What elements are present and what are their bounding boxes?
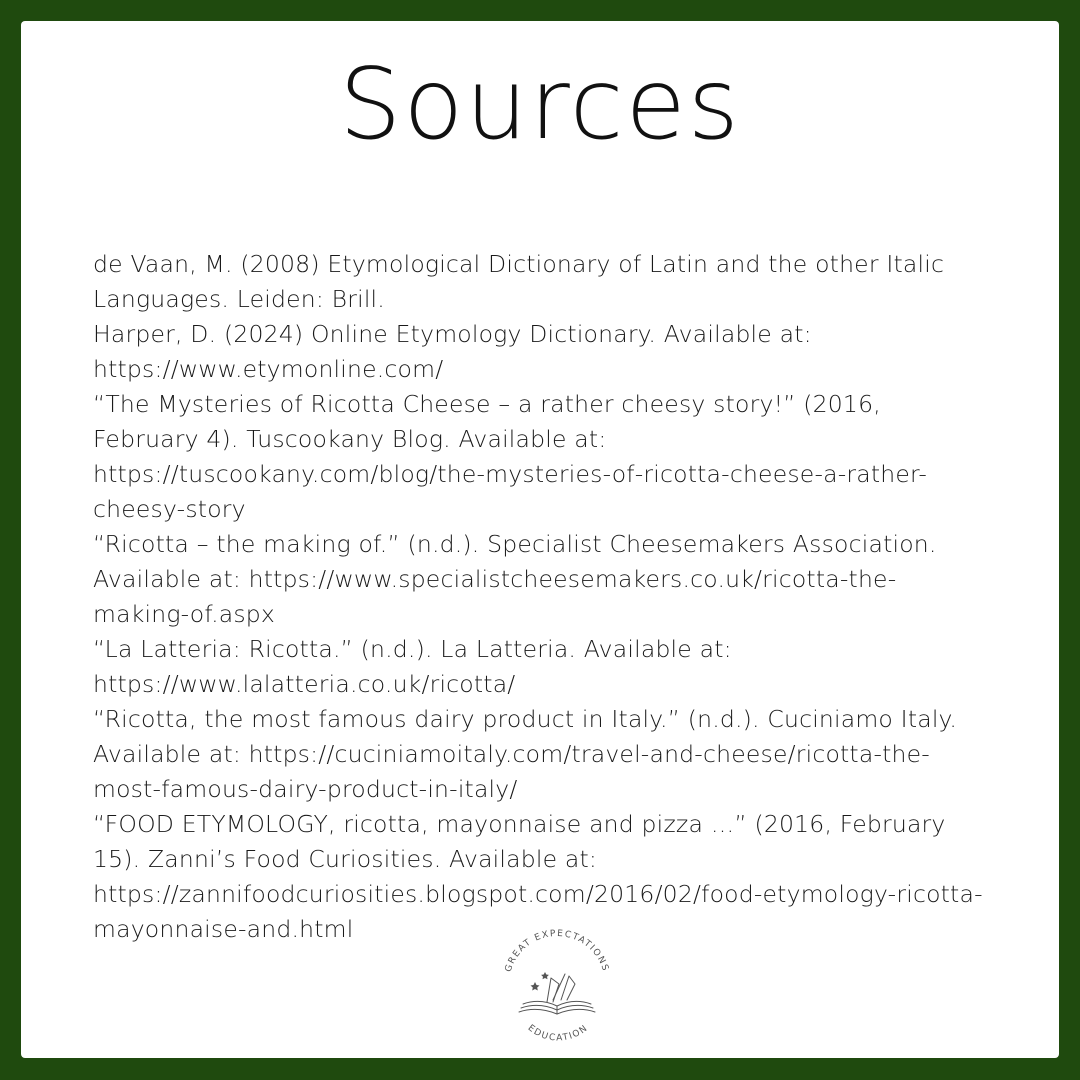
logo-bottom-text: EDUCATION xyxy=(525,1023,591,1044)
sources-card xyxy=(21,21,1059,1058)
sources-list xyxy=(93,247,993,947)
great-expectations-logo xyxy=(487,914,627,1058)
source-entry: “La Latteria: Ricotta.” (n.d.). La Latteria. Available at: https://www.lalatteria.co.uk/ricotta/ xyxy=(93,635,732,698)
source-entry: “FOOD ETYMOLOGY, ricotta, mayonnaise and pizza …” (2016, February 15). Zanni’s Food Curiosities. Available at: https://zannifoodcuriosities.blogspot.com/2016/02/food-etymology-ricotta-mayonnaise-and.html xyxy=(93,810,983,943)
source-entry: de Vaan, M. (2008) Etymological Dictionary of Latin and the other Italic Languages. Leiden: Brill. xyxy=(93,250,945,313)
star-icon xyxy=(531,972,549,991)
open-book-icon xyxy=(519,974,595,1014)
page-title: Sources xyxy=(339,48,741,162)
source-entry: “The Mysteries of Ricotta Cheese – a rather cheesy story!” (2016, February 4). Tuscookany Blog. Available at: https://tuscookany.com/blog/the-mysteries-of-ricotta-cheese-a-rather-cheesy-story xyxy=(93,390,928,523)
source-entry: Harper, D. (2024) Online Etymology Dictionary. Available at: https://www.etymonline.com/ xyxy=(93,320,812,383)
source-entry: “Ricotta, the most famous dairy product in Italy.” (n.d.). Cuciniamo Italy. Available at: https://cuciniamoitaly.com/travel-and-cheese/ricotta-the-most-famous-dairy-product-in-italy/ xyxy=(93,705,957,803)
logo-top-text: GREAT EXPECTATIONS xyxy=(503,928,611,974)
source-entry: “Ricotta – the making of.” (n.d.). Specialist Cheesemakers Association. Available at: https://www.specialistcheesemakers.co.uk/ricotta-the-making-of.aspx xyxy=(93,530,937,628)
